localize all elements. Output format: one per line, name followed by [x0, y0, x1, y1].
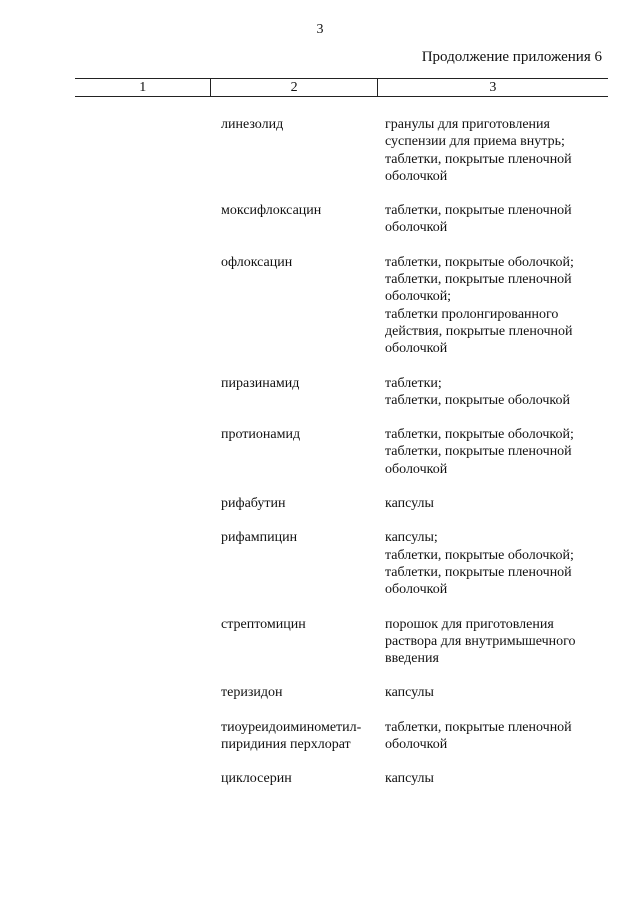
dosage-forms — [385, 426, 610, 478]
dosage-form-line: гранулы для приготовления — [385, 117, 550, 132]
table-row — [0, 375, 640, 410]
drug-name — [221, 770, 385, 787]
dosage-forms — [385, 495, 610, 512]
drug-name-line: рифабутин — [221, 496, 286, 512]
drug-name-line: пиразинамид — [221, 375, 300, 391]
dosage-form-line: таблетки, покрытые оболочкой; — [385, 547, 574, 563]
table-row — [0, 616, 640, 668]
dosage-form-line: оболочкой — [385, 461, 448, 477]
dosage-forms — [385, 375, 610, 410]
drug-name-line: протионамид — [221, 427, 301, 443]
dosage-forms — [385, 116, 610, 185]
dosage-form-line: суспензии для приема внутрь; — [385, 134, 565, 150]
dosage-form-line: введения — [385, 651, 439, 667]
drug-name-line: моксифлоксацин — [221, 203, 322, 219]
dosage-form-line: оболочкой — [385, 737, 448, 753]
dosage-form-line: таблетки, покрытые пленочной — [385, 444, 572, 460]
table-row — [0, 116, 640, 185]
dosage-form-line: капсулы — [385, 771, 434, 787]
dosage-forms — [385, 770, 610, 787]
dosage-form-line: таблетки, покрытые пленочной — [385, 203, 572, 219]
page-number: 3 — [316, 22, 324, 37]
table-row — [0, 770, 640, 787]
drug-name-line: офлоксацин — [221, 254, 293, 270]
dosage-form-line: порошок для приготовления — [385, 616, 554, 632]
dosage-form-line: таблетки, покрытые пленочной — [385, 272, 572, 288]
dosage-form-line: раствора для внутримышечного — [385, 633, 576, 649]
dosage-forms — [385, 684, 610, 701]
column-header-1: 1 — [75, 79, 211, 97]
table-row — [0, 495, 640, 512]
dosage-forms — [385, 616, 610, 668]
dosage-form-line: оболочкой — [385, 220, 448, 236]
dosage-form-line: капсулы — [385, 496, 434, 512]
drug-name-line: тиоуреидоиминометил- — [221, 719, 362, 735]
table-row — [0, 202, 640, 237]
dosage-forms — [385, 529, 610, 598]
dosage-form-line: таблетки, покрытые оболочкой; — [385, 427, 574, 443]
table-row — [0, 684, 640, 701]
dosage-forms — [385, 202, 610, 237]
drug-name-line: рифампицин — [221, 530, 298, 546]
dosage-forms — [385, 719, 610, 754]
dosage-form-line: действия, покрытые пленочной — [385, 323, 573, 339]
dosage-form-line: оболочкой — [385, 582, 448, 598]
dosage-form-line: оболочкой — [385, 341, 448, 357]
dosage-form-line: таблетки, покрытые оболочкой — [385, 392, 571, 408]
drug-name — [221, 426, 385, 478]
dosage-form-line: оболочкой; — [385, 289, 452, 305]
drug-name — [221, 254, 385, 358]
column-header-3: 3 — [377, 79, 608, 97]
drug-name-line: линезолид — [221, 117, 284, 132]
drug-name-line: пиридиния перхлорат — [221, 737, 351, 753]
drug-name — [221, 529, 385, 598]
drug-name — [221, 375, 385, 410]
continuation-title: Продолжение приложения 6 — [421, 49, 602, 65]
table-row — [0, 254, 640, 358]
drug-name — [221, 495, 385, 512]
dosage-form-line: капсулы; — [385, 530, 438, 546]
table-header — [75, 78, 608, 97]
drug-name-line: стрептомицин — [221, 616, 306, 632]
drug-name — [221, 616, 385, 668]
column-header-2: 2 — [211, 79, 377, 97]
dosage-form-line: таблетки, покрытые пленочной — [385, 151, 572, 167]
drug-list — [0, 116, 640, 805]
drug-name — [221, 202, 385, 237]
drug-name-line: циклосерин — [221, 771, 292, 787]
table-row — [0, 426, 640, 478]
dosage-forms — [385, 254, 610, 358]
table-row — [0, 529, 640, 598]
table-row — [0, 719, 640, 754]
dosage-form-line: оболочкой — [385, 168, 448, 184]
dosage-form-line: капсулы — [385, 685, 434, 701]
dosage-form-line: таблетки; — [385, 375, 442, 391]
dosage-form-line: таблетки, покрытые пленочной — [385, 564, 572, 580]
drug-name — [221, 684, 385, 701]
dosage-form-line: таблетки, покрытые пленочной — [385, 719, 572, 735]
drug-name-line: теризидон — [221, 685, 283, 701]
dosage-form-line: таблетки пролонгированного — [385, 306, 559, 322]
dosage-form-line: таблетки, покрытые оболочкой; — [385, 254, 574, 270]
drug-name — [221, 719, 385, 754]
drug-name — [221, 116, 385, 185]
